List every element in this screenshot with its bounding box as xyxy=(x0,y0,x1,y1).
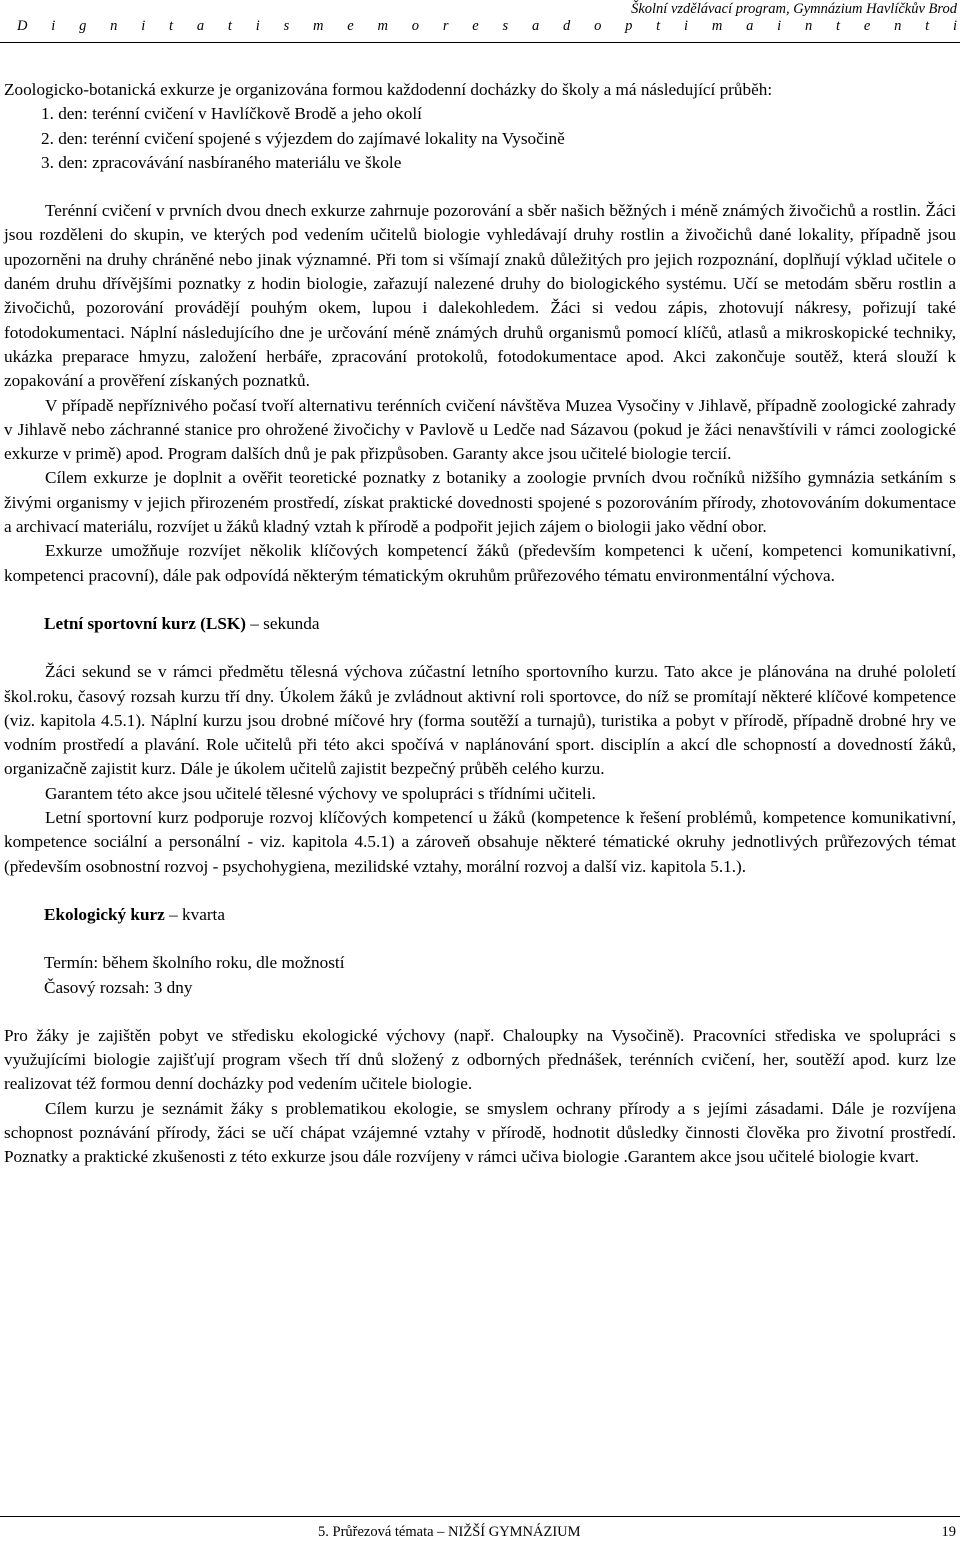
page-content xyxy=(4,78,956,1170)
page-number: 19 xyxy=(941,1524,956,1540)
header-title: Školní vzdělávací program, Gymnázium Havlíčkův Brod xyxy=(631,1,957,17)
paragraph: Pro žáky je zajištěn pobyt ve středisku ekologické výchovy (např. Chaloupky na Vysočině). Pracovníci střediska ve spolupráci s využujícími biologie zajišťují program všech tří dnů složený z odborných přednášek, terénních cvičení, her, soutěží apod. kurz lze realizovat též formou denní docházky pod vedením učitele biologie. xyxy=(4,1025,956,1094)
spacer xyxy=(4,636,956,660)
paragraph: V případě nepříznivého počasí tvoří alternativu terénních cvičení návštěva Muzea Vysočiny v Jihlavě, případně zoologické zahrady v Jihlavě nebo záchranné stanice pro ohrožené živočichy v Pavlově u Ledče nad Sázavou (pokud je žáci nenavštívili v rámci zoologické exkurze v primě) apod. Program dalších dnů je pak přizpůsoben. Garanty akce jsou učitelé biologie tercií. xyxy=(4,395,956,464)
paragraph: Letní sportovní kurz podporuje rozvoj klíčových kompetencí u žáků (kompetence k řešení problémů, kompetence komunikativní, kompetence sociální a personální - viz. kapitola 4.5.1) a zároveň obsahuje některé tématické okruhy jednotlivých průřezových témat (především osobnostní rozvoj - psychohygiena, mezilidské vztahy, morální rozvoj a další viz. kapitola 5.1.). xyxy=(4,808,956,876)
paragraph: Žáci sekund se v rámci předmětu tělesná výchova zúčastní letního sportovního kurzu. Tato akce je plánována na druhé pololetí škol.roku, časový rozsah kurzu tří dny. Úkolem žáků je zvládnout aktivní roli sportovce, do níž se promítají některé klíčové kompetence (viz. kapitola 4.5.1). Náplní kurzu jsou drobné míčové hry (forma soutěží a turnajů), turistika a pobyt v přírodě, případně drobné hry ve vodním prostředí a plavání. Role učitelů při této akci spočívá v naplánování sport. disciplín a akcí dle schopností a dovedností žáků, organizačně zajistit kurz. Dále je úkolem učitelů zajistit bezpečný průběh celého kurzu. xyxy=(4,662,956,779)
paragraph: Exkurze umožňuje rozvíjet několik klíčových kompetencí žáků (především kompetenci k učení, kompetenci komunikativní, kompetenci pracovní), dále pak odpovídá některým tématickým okruhům průřezového tématu environmentální výchova. xyxy=(4,541,956,585)
paragraph: Garantem této akce jsou učitelé tělesné výchovy ve spolupráci s třídními učiteli. xyxy=(45,783,596,803)
section-heading-eco xyxy=(44,903,956,927)
course-duration: Časový rozsah: 3 dny xyxy=(44,977,193,997)
page-footer xyxy=(0,1518,960,1538)
paragraph: Cílem kurzu je seznámit žáky s problematikou ekologie, se smyslem ochrany přírody a s jejími zásadami. Dále je rozvíjena schopnost poznávání přírody, žáci se učí chápat vzájemné vztahy v přírodě, hodnotit důsledky činnosti člověka pro životní prostředí. Poznatky a praktické zkušenosti z této exkurze jsou dále rozvíjeny v rámci učiva biologie .Garantem akce jsou učitelé biologie kvart. xyxy=(4,1098,956,1167)
footer-rule xyxy=(0,1516,960,1517)
header-rule xyxy=(0,42,960,43)
course-term: Termín: během školního roku, dle možností xyxy=(44,953,345,973)
heading-rest: – sekunda xyxy=(245,613,320,633)
heading-bold: Letní sportovní kurz (LSK) xyxy=(44,613,246,633)
spacer xyxy=(4,927,956,951)
page-header xyxy=(17,1,957,35)
spacer xyxy=(4,1000,956,1024)
footer-text: 5. Průřezová témata – NIŽŠÍ GYMNÁZIUM xyxy=(318,1524,581,1540)
heading-bold: Ekologický kurz xyxy=(44,904,165,924)
list-item: 1. den: terénní cvičení v Havlíčkově Brodě a jeho okolí xyxy=(41,104,422,124)
section-heading-lsk xyxy=(44,612,956,636)
header-motto: D i g n i t a t i s m e m o r e s a d o p t i m a i n t e n t i xyxy=(17,18,957,34)
spacer xyxy=(4,588,956,612)
spacer xyxy=(4,879,956,903)
list-item: 3. den: zpracovávání nasbíraného materiálu ve škole xyxy=(41,152,402,172)
excursion-intro: Zoologicko-botanická exkurze je organizována formou každodenní docházky do školy a má následující průběh: xyxy=(4,80,773,99)
spacer xyxy=(4,175,956,199)
list-item: 2. den: terénní cvičení spojené s výjezdem do zajímavé lokality na Vysočině xyxy=(41,128,565,148)
heading-rest: – kvarta xyxy=(164,904,225,924)
paragraph: Cílem exkurze je doplnit a ověřit teoretické poznatky z botaniky a zoologie prvních dvou ročníků nižšího gymnázia setkáním s živými organismy v jejich přirozeném prostředí, získat praktické dovednosti spojené s pozorováním přírody, zhotovováním dokumentace a archivací materiálu, rozvíjet u žáků kladný vztah k přírodě a podpořit jejich zájem o biologii jako vědní obor. xyxy=(4,468,956,537)
paragraph: Terénní cvičení v prvních dvou dnech exkurze zahrnuje pozorování a sběr našich běžných i méně známých živočichů a rostlin. Žáci jsou rozděleni do skupin, ve kterých pod vedením učitelů biologie vyhledávají druhy rostlin a živočichů dané lokality, případně jsou upozorněni na druhy chráněné nebo jinak významné. Při tom si všímají znaků důležitých pro jejich rozpoznání, doplňují výklad učitele o daném druhu dřívějšími poznatky z hodin biologie, zařazují nalezené druhy do biologického systému. Učí se metodám sběru rostlin a živočichů, pozorování provádějí pouhým okem, lupou i dalekohledem. Žáci si vedou zápis, zhotovují nákresy, pořizují také fotodokumentaci. Náplní následujícího dne je určování méně známých druhů organismů pomocí klíčů, atlasů a mikroskopické techniky, ukázka preparace hmyzu, založení herbáře, zpracování protokolů, fotodokumentace apod. Akci zakončuje soutěž, která slouží k zopakování a prověření získaných poznatků. xyxy=(4,201,956,391)
